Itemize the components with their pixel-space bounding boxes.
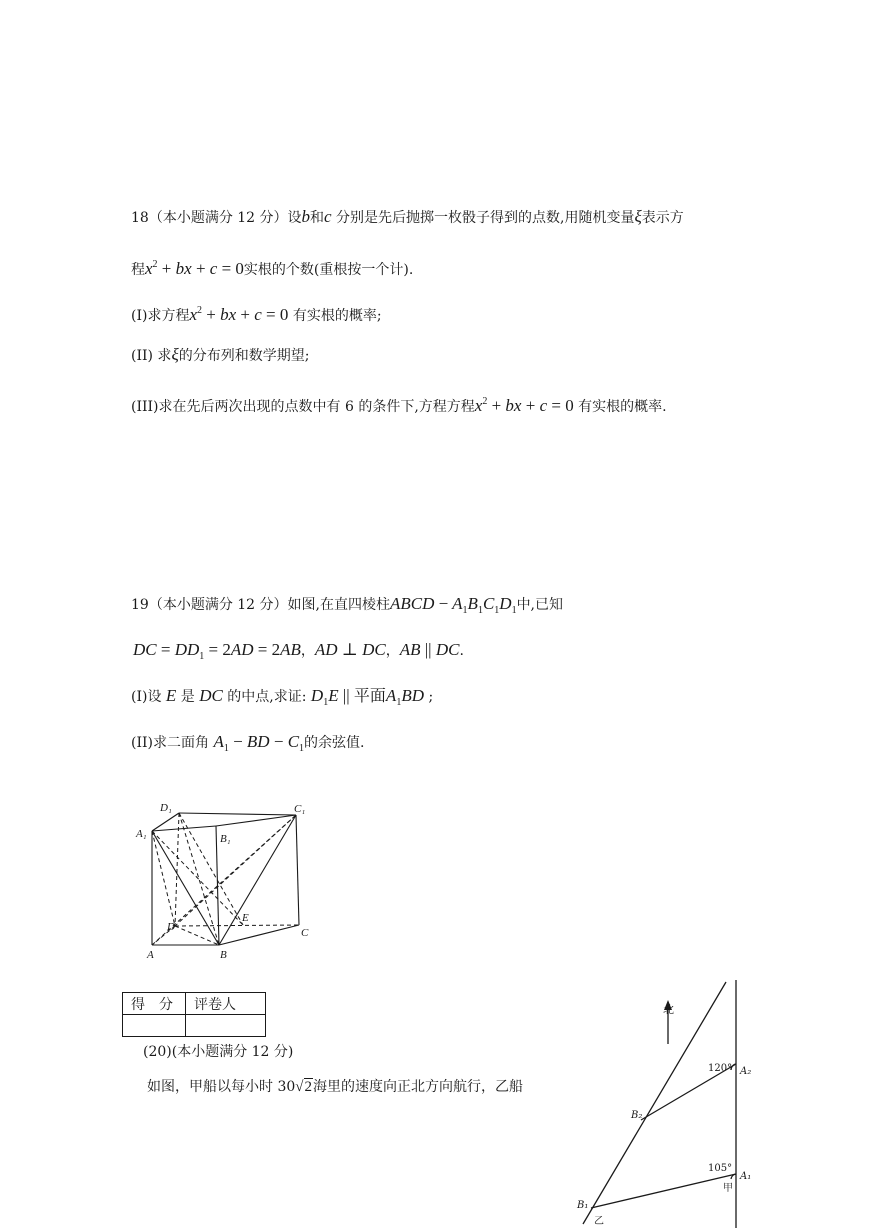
- equation-quadratic: $x^2$ + bx + c = 0: [474, 396, 574, 415]
- q19-intro-text: 19（本小题满分 12 分）如图,在直四棱柱: [131, 597, 390, 613]
- point-e: E: [165, 686, 177, 705]
- navigation-figure: [569, 978, 769, 1228]
- q18-intro-text-3: 表示方: [641, 210, 684, 226]
- radicand: 2: [304, 1079, 312, 1095]
- q19-part-1: [131, 686, 433, 713]
- q18-line-1: [131, 207, 684, 228]
- condition-perpendicular: AD ⊥ DC: [314, 640, 386, 659]
- q18-line2-prefix: 程: [131, 262, 145, 278]
- q18-part-3: [131, 392, 667, 417]
- label-c: C: [301, 927, 309, 939]
- label-b: B: [220, 949, 227, 961]
- q19-part2-prefix: (II)求二面角: [131, 735, 209, 751]
- dihedral-angle: $A_1$ − BD − $C_1$: [213, 732, 305, 754]
- label-a: A: [147, 949, 154, 961]
- q20-title: (20)(本小题满分 12 分): [143, 1044, 294, 1060]
- q18-part-2: [131, 345, 309, 366]
- label-d1: D₁: [160, 802, 172, 814]
- q18-part1-prefix: (I)求方程: [131, 308, 190, 324]
- label-e: E: [242, 912, 249, 924]
- q20-text: [147, 1077, 523, 1097]
- condition-parallel: AB || DC: [399, 640, 460, 659]
- q19-conditions: [133, 640, 464, 667]
- q18-intro-text: 18（本小题满分 12 分）设: [131, 210, 302, 226]
- q18-part3-prefix: (III)求在先后两次出现的点数中有 6 的条件下,方程方程: [131, 399, 475, 415]
- q18-part1-suffix: 有实根的概率;: [288, 308, 382, 324]
- sqrt-2: √2: [295, 1079, 312, 1095]
- claim-parallel: $D_1E$ ||: [310, 686, 350, 708]
- q20-text-prefix: 如图，甲船以每小时 30: [147, 1079, 296, 1095]
- angle-105-label: 105°: [708, 1163, 733, 1174]
- sep: ，: [300, 643, 315, 659]
- xi-symbol: ξ: [634, 207, 642, 226]
- sep: ，: [385, 643, 400, 659]
- label-jia: 甲: [723, 1183, 733, 1194]
- label-a1: A₁: [136, 828, 147, 840]
- q19-part-2: [131, 732, 364, 759]
- label-a1: A₁: [740, 1171, 752, 1182]
- score-cell[interactable]: [123, 1015, 186, 1037]
- label-b1: B₁: [220, 833, 231, 845]
- q19-part2-suffix: 的余弦值.: [304, 735, 365, 751]
- grader-cell[interactable]: [186, 1015, 266, 1037]
- north-label: 北: [663, 1003, 674, 1016]
- label-c1: C₁: [294, 803, 306, 815]
- score-table: [122, 992, 266, 1037]
- q18-line-2: [131, 255, 413, 280]
- q19-intro-suffix: 中,已知: [516, 597, 564, 613]
- equation-quadratic: $x^2$ + bx + c = 0: [189, 305, 289, 324]
- q18-part2-suffix: 的分布列和数学期望;: [178, 348, 310, 364]
- q18-and: 和: [310, 210, 325, 226]
- q19-part1-is: 是: [180, 689, 195, 705]
- q20-text-suffix: 海里的速度向正北方向航行，乙船: [313, 1079, 523, 1095]
- q18-part2-prefix: (II) 求: [131, 348, 172, 364]
- q18-intro-text-2: 分别是先后抛掷一枚骰子得到的点数,用随机变量: [331, 210, 635, 226]
- label-yi: 乙: [594, 1216, 604, 1227]
- score-header: 得 分: [123, 993, 186, 1015]
- plane-a1bd: $A_1BD$: [385, 686, 424, 708]
- angle-120-label: 120°: [708, 1063, 733, 1074]
- label-b2: B₂: [631, 1110, 643, 1121]
- plane-word: 平面: [353, 686, 386, 705]
- xi-symbol: ξ: [171, 345, 179, 364]
- equation-quadratic: $x^2$ + bx + c = 0: [145, 259, 244, 278]
- grader-header: 评卷人: [186, 993, 266, 1015]
- label-b1: B₁: [577, 1200, 589, 1211]
- q19-part1-prefix: (I)设: [131, 689, 162, 705]
- var-c: c: [324, 207, 332, 226]
- label-a2: A₂: [740, 1066, 752, 1077]
- semicolon: ;: [428, 689, 434, 705]
- prism-figure: [130, 795, 330, 970]
- q19-line-1: [131, 594, 563, 621]
- var-b: b: [301, 207, 311, 226]
- segment-dc: DC: [199, 686, 223, 705]
- q19-part1-mid: 的中点,求证:: [227, 689, 307, 705]
- q18-line2-suffix: 实根的个数(重根按一个计).: [243, 262, 414, 278]
- q18-part3-suffix: 有实根的概率.: [573, 399, 667, 415]
- label-d: D: [167, 921, 175, 933]
- prism-name: ABCD − $A_1B_1C_1D_1$: [389, 594, 517, 616]
- q18-part-1: [131, 301, 382, 326]
- condition-equalities: DC = $DD_1 = 2AD = 2AB$: [133, 640, 301, 662]
- period: .: [459, 643, 464, 659]
